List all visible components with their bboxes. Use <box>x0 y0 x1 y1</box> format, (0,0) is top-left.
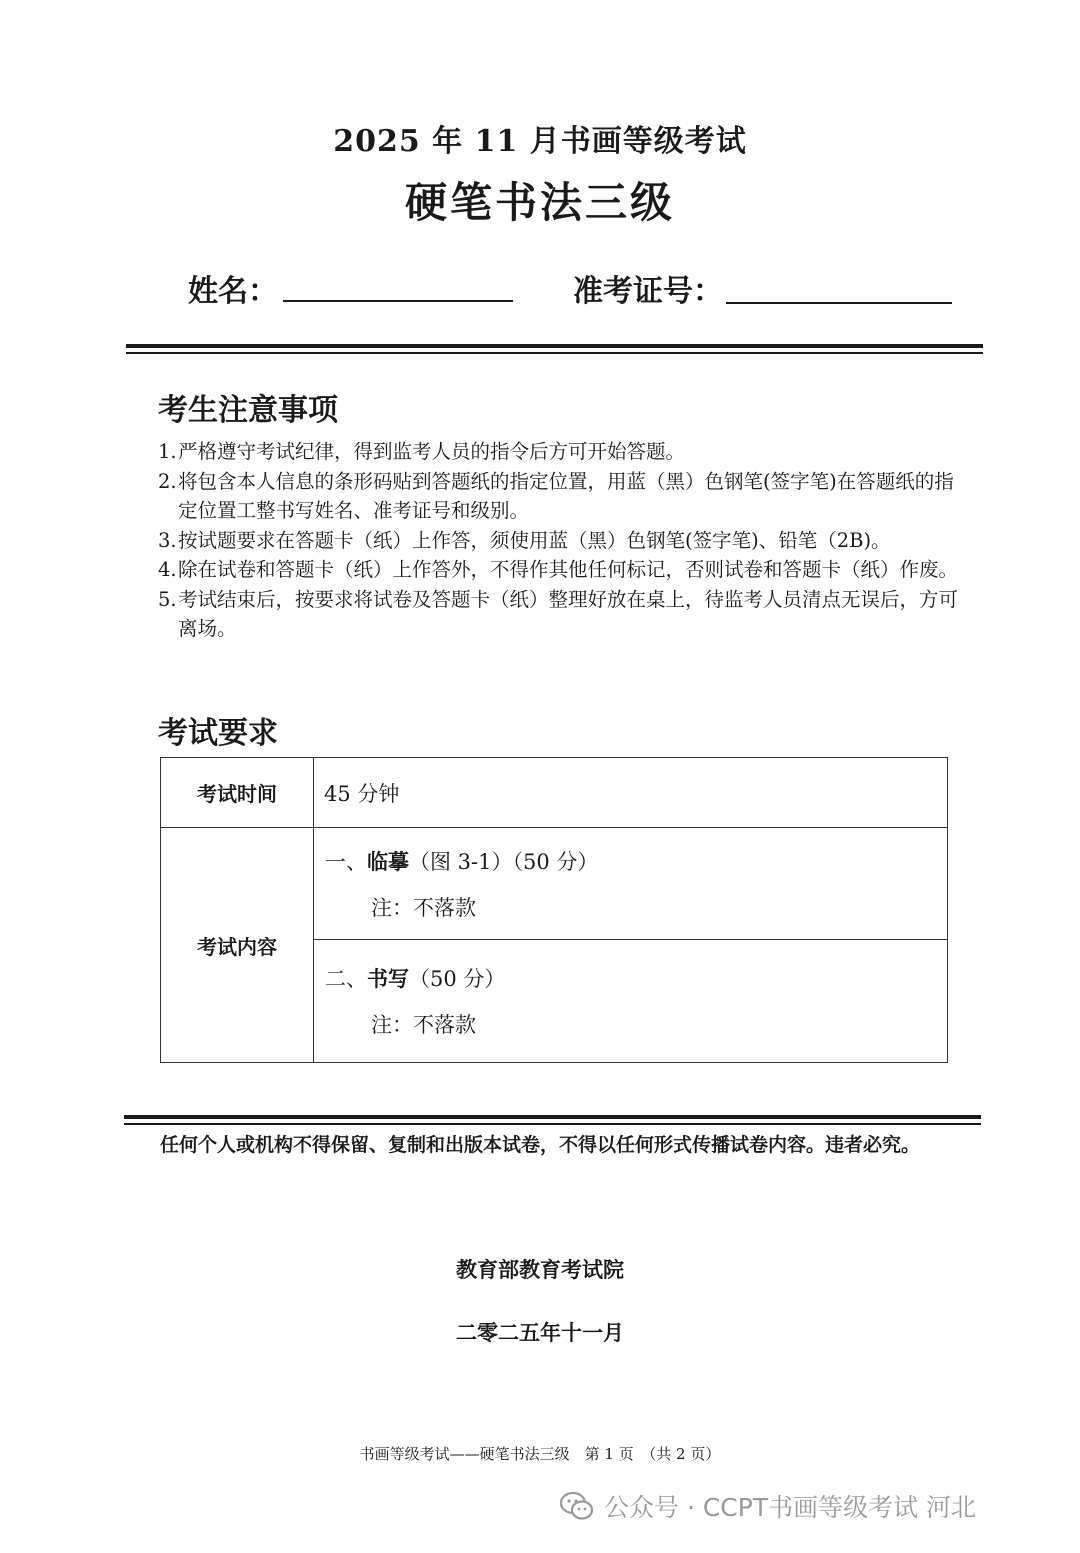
requirements-title: 考试要求 <box>158 716 278 751</box>
exam-id-label: 准考证号： <box>573 274 723 309</box>
exam-title: 2025 年 11 月书画等级考试 <box>333 124 747 159</box>
notice-item-text: 严格遵守考试纪律，得到监考人员的指令后方可开始答题。 <box>178 440 686 463</box>
content-part-2 <box>314 940 948 1063</box>
top-divider <box>126 344 983 354</box>
notice-item <box>158 585 958 644</box>
issue-date: 二零二五年十一月 <box>456 1321 624 1345</box>
name-blank-line <box>283 300 513 302</box>
watermark-text: 公众号 · CCPT书画等级考试 河北 <box>604 1493 977 1522</box>
time-label: 考试时间 <box>161 758 314 828</box>
part-1-note: 注：不落款 <box>371 895 476 920</box>
part-2-heading <box>315 963 946 993</box>
table-row <box>161 828 948 940</box>
requirements-table <box>160 757 948 1063</box>
notice-item-text: 考试结束后，按要求将试卷及答题卡（纸）整理好放在桌上，待监考人员清点无误后，方可离场。 <box>178 587 959 640</box>
notice-item-text: 除在试卷和答题卡（纸）上作答外，不得作其他任何标记，否则试卷和答题卡（纸）作废。 <box>178 558 959 581</box>
part-2-prefix: 二、 <box>325 967 367 991</box>
part-2-detail: （50 分） <box>409 967 506 991</box>
page-footer: 书画等级考试——硬笔书法三级 第 1 页 （共 2 页） <box>359 1445 721 1463</box>
notice-item <box>158 467 958 526</box>
notice-item-number: 3. <box>158 528 177 552</box>
notice-item-text: 按试题要求在答题卡（纸）上作答，须使用蓝（黑）色钢笔(签字笔)、铅笔（2B)。 <box>178 528 891 552</box>
table-row <box>161 758 948 828</box>
exam-id-blank-line <box>726 302 952 304</box>
notice-item-number: 5. <box>158 587 177 611</box>
part-1-prefix: 一、 <box>325 849 367 874</box>
part-1-heading <box>315 846 946 876</box>
content-label: 考试内容 <box>161 828 314 1063</box>
exam-subtitle: 硬笔书法三级 <box>404 178 675 227</box>
part-2-name: 书写 <box>367 967 409 991</box>
notice-item-number: 4. <box>158 558 177 581</box>
bottom-divider <box>124 1115 981 1125</box>
part-1-detail: （图 3-1）（50 分） <box>409 849 599 874</box>
notice-item-number: 1. <box>158 440 177 463</box>
copyright-notice: 任何个人或机构不得保留、复制和出版本试卷，不得以任何形式传播试卷内容。违者必究。 <box>159 1134 920 1156</box>
notice-item-text: 将包含本人信息的条形码贴到答题纸的指定位置，用蓝（黑）色钢笔(签字笔)在答题纸的指定位置工整书写姓名、准考证号和级别。 <box>178 469 954 522</box>
notice-item-number: 2. <box>158 469 177 493</box>
part-1-name: 临摹 <box>367 849 409 874</box>
part-2-note: 注：不落款 <box>371 1013 476 1037</box>
issuer: 教育部教育考试院 <box>456 1258 624 1282</box>
time-value: 45 分钟 <box>314 758 948 828</box>
notice-item <box>158 526 958 556</box>
name-label: 姓名： <box>188 274 278 309</box>
wechat-icon <box>560 1491 594 1521</box>
watermark <box>560 1488 976 1524</box>
notice-list <box>158 437 958 644</box>
notice-item <box>158 555 958 585</box>
notice-item <box>158 437 958 467</box>
notice-title: 考生注意事项 <box>158 393 338 428</box>
content-part-1 <box>314 828 948 940</box>
